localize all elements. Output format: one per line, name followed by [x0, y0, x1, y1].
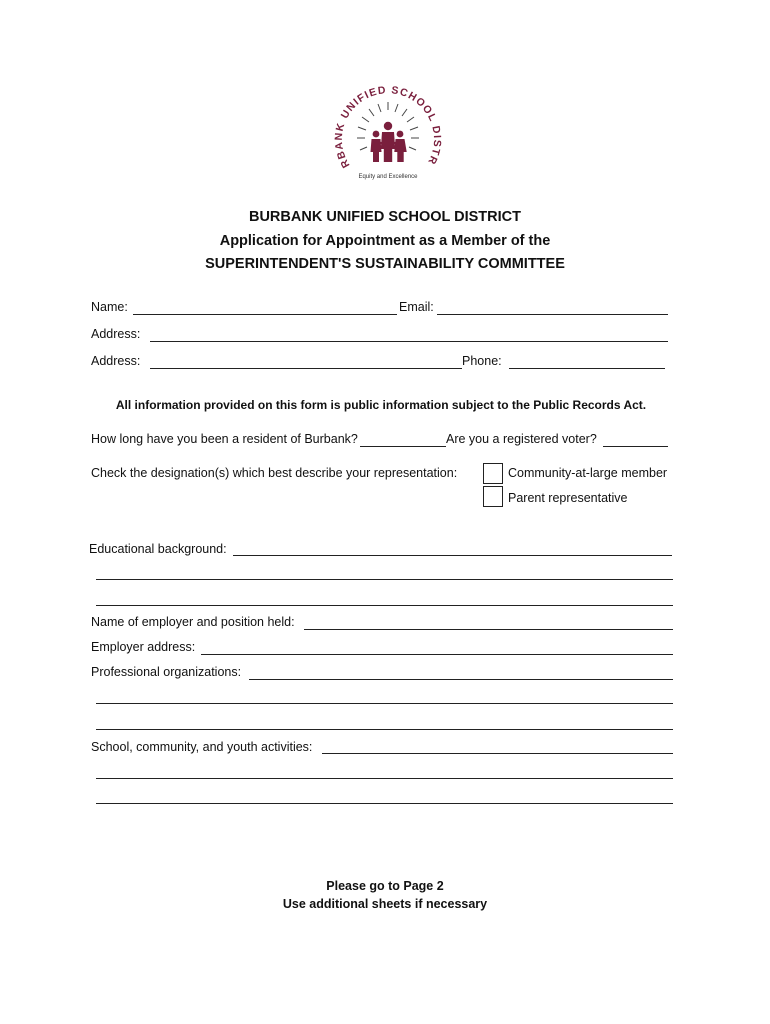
activities-label: School, community, and youth activities: [91, 740, 313, 754]
employer-address-field[interactable] [201, 654, 673, 655]
parent-representative-checkbox[interactable] [483, 486, 503, 507]
organizations-label: Professional organizations: [91, 665, 242, 679]
page-2-instruction: Please go to Page 2 [326, 879, 444, 893]
organizations-field-line-2[interactable] [96, 703, 673, 704]
education-field-line-3[interactable] [96, 605, 673, 606]
phone-field[interactable] [509, 368, 665, 369]
phone-label: Phone: [462, 354, 502, 368]
email-field[interactable] [437, 314, 668, 315]
logo-tagline: Equity and Excellence [358, 174, 418, 180]
email-label: Email: [399, 300, 434, 314]
name-label: Name: [91, 300, 128, 314]
education-field[interactable] [233, 555, 672, 556]
education-label: Educational background: [89, 542, 227, 556]
parent-representative-label: Parent representative [508, 491, 628, 505]
address-field-1[interactable] [150, 341, 668, 342]
community-at-large-checkbox[interactable] [483, 463, 503, 484]
address-label-2: Address: [91, 354, 141, 368]
public-records-notice: All information provided on this form is public information subject to the Public Records Act. [115, 398, 647, 412]
resident-question: How long have you been a resident of Burbank? [91, 432, 358, 446]
activities-field-line-2[interactable] [96, 778, 673, 779]
district-title: BURBANK UNIFIED SCHOOL DISTRICT [248, 209, 521, 225]
logo-family-figures [371, 122, 407, 162]
employer-address-label: Employer address: [91, 640, 196, 654]
committee-title: SUPERINTENDENT'S SUSTAINABILITY COMMITTEE [205, 256, 565, 272]
application-title: Application for Appointment as a Member of the [219, 233, 551, 249]
address-label-1: Address: [91, 327, 141, 341]
resident-duration-field[interactable] [360, 446, 446, 447]
logo-arc-text: RBANK UNIFIED SCHOOL DISTR [332, 84, 444, 170]
district-logo-graphic [330, 82, 446, 186]
community-at-large-label: Community-at-large member [508, 466, 668, 480]
additional-sheets-instruction: Use additional sheets if necessary [282, 897, 488, 911]
designation-prompt: Check the designation(s) which best describe your representation: [91, 466, 458, 480]
education-field-line-2[interactable] [96, 579, 673, 580]
activities-field[interactable] [322, 753, 673, 754]
employer-label: Name of employer and position held: [91, 615, 295, 629]
district-logo [330, 82, 446, 186]
voter-field[interactable] [603, 446, 668, 447]
name-field[interactable] [133, 314, 397, 315]
activities-field-line-3[interactable] [96, 803, 673, 804]
organizations-field-line-3[interactable] [96, 729, 673, 730]
employer-field[interactable] [304, 629, 673, 630]
address-field-2[interactable] [150, 368, 462, 369]
organizations-field[interactable] [249, 679, 673, 680]
voter-question: Are you a registered voter? [446, 432, 597, 446]
